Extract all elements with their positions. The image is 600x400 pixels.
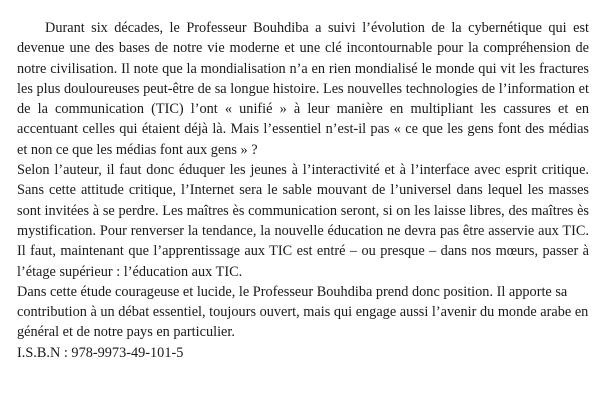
back-cover-text xyxy=(17,18,589,363)
paragraph-education: Selon l’auteur, il faut donc éduquer les jeunes à l’interactivité et à l’interface avec esprit critique. Sans cette attitude critique, l’Internet sera le sable mouvant de l’universel dans lequel les masses sont invitées à se perdre. Les maîtres ès communication seront, si on les laisse libres, des maîtres ès mystification. Pour renverser la tendance, la nouvelle éducation ne devra pas être asservie aux TIC. Il faut, maintenant que l’apprentissage aux TIC est entré – ou presque – dans nos mœurs, passer à l’étage supérieur : l’éducation aux TIC. xyxy=(17,162,589,280)
paragraph-conclusion: Dans cette étude courageuse et lucide, le Professeur Bouhdiba prend donc position. Il apporte sa contribution à un débat essentiel, toujours ouvert, mais qui engage aussi l’avenir du monde arabe en général et de notre pays en particulier. xyxy=(17,283,589,341)
isbn-line: I.S.B.N : 978-9973-49-101-5 xyxy=(17,344,184,361)
paragraph-intro: Durant six décades, le Professeur Bouhdiba a suivi l’évolution de la cybernétique qui est devenue une des bases de notre vie moderne et une clé incontournable pour la compréhension de notre civilisation. Il note que la mondialisation n’a en rien mondialisé le monde qui vit les fractures les plus douloureuses peut-être de sa longue histoire. Les nouvelles technologies de l’information et de la communication (TIC) l’ont « unifié » à leur manière en multipliant les cassures et en accentuant celles qui étaient déjà là. Mais l’essentiel n’est-il pas « ce que les gens font des médias et non ce que les médias font aux gens » ? xyxy=(17,20,589,158)
